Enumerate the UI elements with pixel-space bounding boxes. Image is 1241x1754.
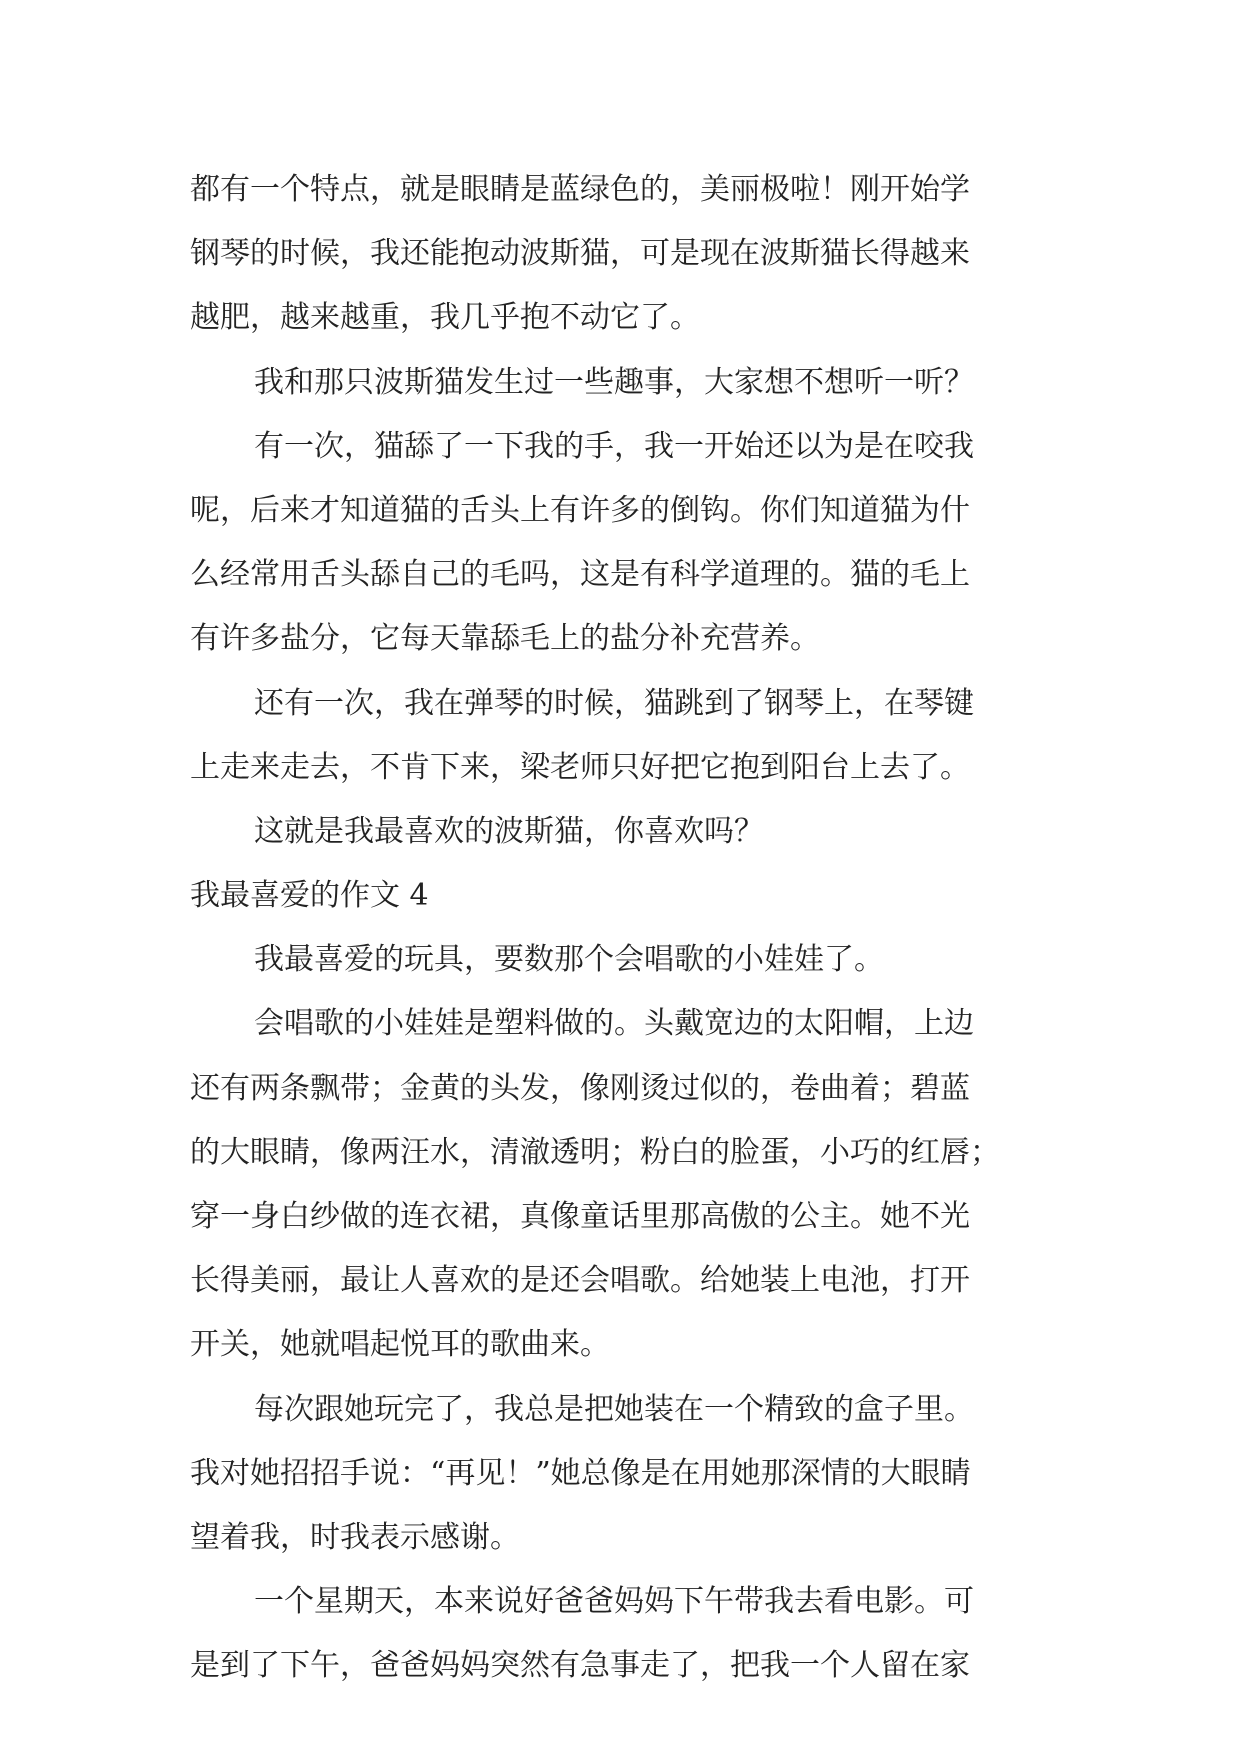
text-line: 都有一个特点，就是眼睛是蓝绿色的，美丽极啦！刚开始学	[190, 172, 970, 207]
text-line: 是到了下午，爸爸妈妈突然有急事走了，把我一个人留在家	[190, 1648, 970, 1684]
paragraph-start-line: 我和那只波斯猫发生过一些趣事，大家想不想听一听？	[254, 364, 974, 400]
text-line: 我对她招招手说：“再见！”她总像是在用她那深情的大眼睛	[190, 1455, 971, 1491]
paragraph-start-line: 我最喜爱的玩具，要数那个会唱歌的小娃娃了。	[254, 942, 884, 978]
text-line: 钢琴的时候，我还能抱动波斯猫，可是现在波斯猫长得越来	[190, 236, 970, 272]
text-line: 还有两条飘带；金黄的头发，像刚烫过似的，卷曲着；碧蓝	[190, 1070, 970, 1106]
text-line: 呢，后来才知道猫的舌头上有许多的倒钩。你们知道猫为什	[190, 492, 970, 528]
text-line: 上走来走去，不肯下来，梁老师只好把它抱到阳台上去了。	[190, 749, 970, 785]
document-body	[190, 158, 1050, 1699]
text-line: 望着我，时我表示感谢。	[190, 1519, 520, 1555]
paragraph-start-line: 有一次，猫舔了一下我的手，我一开始还以为是在咬我	[254, 428, 974, 464]
paragraph-start-line: 还有一次，我在弹琴的时候，猫跳到了钢琴上，在琴键	[254, 685, 974, 721]
paragraph-start-line: 一个星期天，本来说好爸爸妈妈下午带我去看电影。可	[254, 1584, 974, 1620]
paragraph-start-line: 这就是我最喜欢的波斯猫，你喜欢吗？	[254, 813, 764, 849]
text-line: 的大眼睛，像两汪水，清澈透明；粉白的脸蛋，小巧的红唇；	[190, 1134, 1000, 1170]
paragraph-start-line: 每次跟她玩完了，我总是把她装在一个精致的盒子里。	[254, 1391, 974, 1427]
text-line: 穿一身白纱做的连衣裙，真像童话里那高傲的公主。她不光	[190, 1199, 970, 1234]
text-line: 么经常用舌头舔自己的毛吗，这是有科学道理的。猫的毛上	[190, 557, 970, 593]
text-line: 越肥，越来越重，我几乎抱不动它了。	[190, 300, 700, 336]
text-line: 开关，她就唱起悦耳的歌曲来。	[190, 1327, 610, 1363]
text-line: 长得美丽，最让人喜欢的是还会唱歌。给她装上电池，打开	[190, 1263, 970, 1299]
paragraph-start-line: 会唱歌的小娃娃是塑料做的。头戴宽边的太阳帽，上边	[254, 1006, 974, 1042]
text-line: 有许多盐分，它每天靠舔毛上的盐分补充营养。	[190, 621, 820, 657]
section-heading: 我最喜爱的作文 4	[190, 878, 429, 914]
